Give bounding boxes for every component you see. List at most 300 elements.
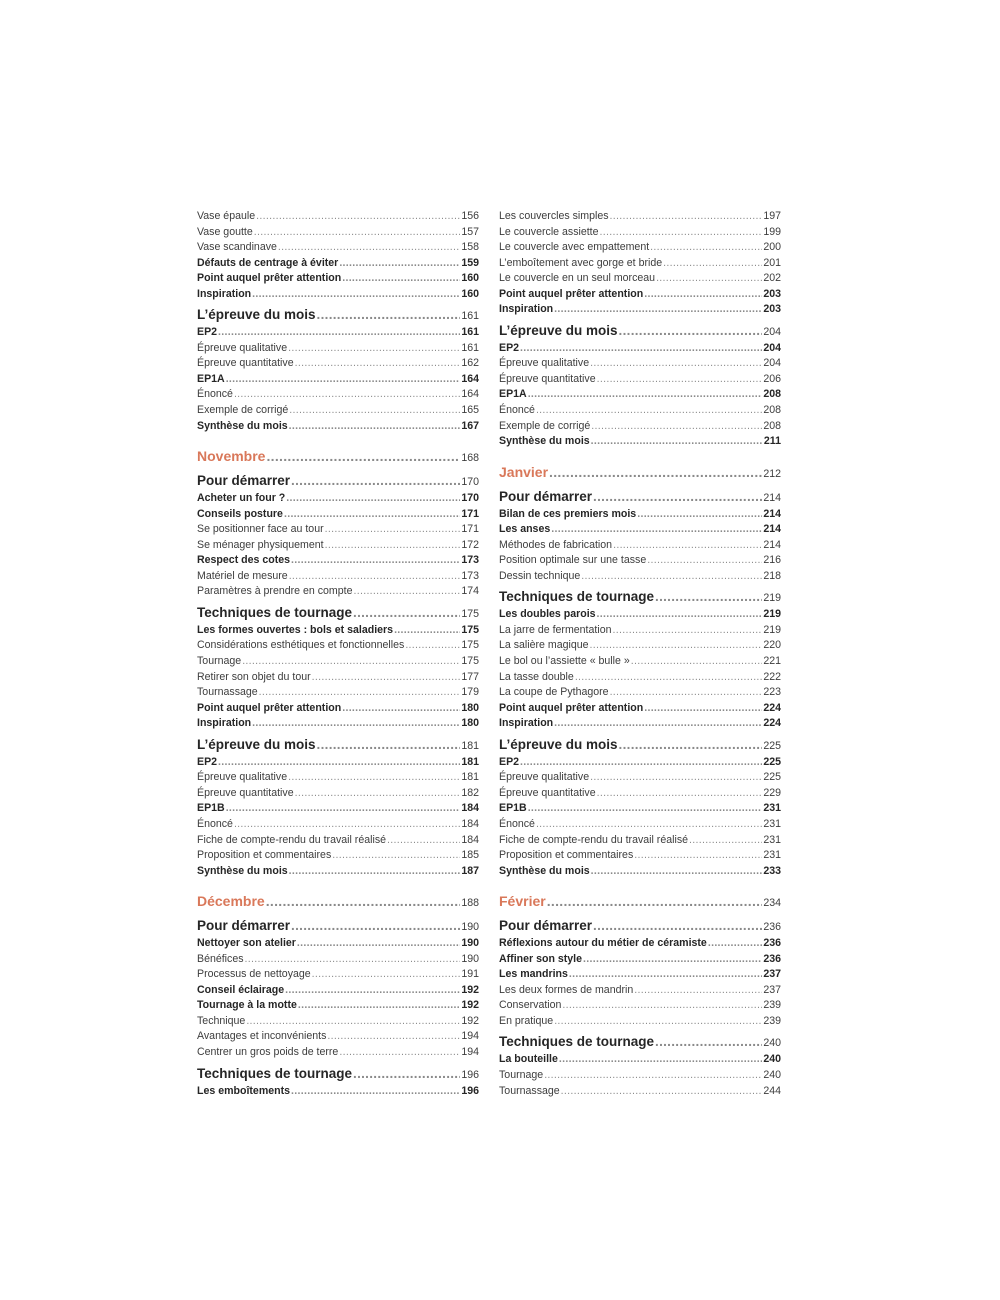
toc-month-entry [499,889,781,913]
toc-entry-label: Réflexions autour du métier de céramiste [499,937,707,950]
toc-entry-label: La coupe de Pythagore [499,686,609,699]
toc-entry-label: Tournage à la motte [197,999,297,1012]
toc-page-number: 206 [763,372,781,385]
toc-entry [197,755,479,771]
toc-entry [499,569,781,585]
toc-page-number: 171 [461,523,479,536]
toc-page-number: 196 [461,1068,479,1081]
toc-dot-leader [278,240,460,256]
toc-page-number: 168 [461,452,479,465]
toc-entry [197,817,479,833]
toc-dot-leader [291,1084,460,1100]
toc-page-number: 164 [461,388,479,401]
toc-dot-leader [353,602,460,623]
toc-entry [499,801,781,817]
toc-entry-label: Pour démarrer [499,918,593,934]
toc-entry-label: Pour démarrer [499,488,593,504]
toc-dot-leader [544,1068,762,1084]
toc-page-number: 239 [763,1014,781,1027]
toc-dot-leader [551,522,762,538]
toc-dot-leader [619,320,763,341]
toc-dot-leader [613,538,762,554]
toc-entry [499,538,781,554]
toc-entry-label: Fiche de compte-rendu du travail réalisé [499,833,689,846]
toc-month-entry [197,889,479,913]
toc-entry-label: Inspiration [197,287,252,300]
toc-dot-leader [610,685,763,701]
toc-page-number: 181 [461,755,479,768]
toc-dot-leader [593,915,762,936]
toc-page-number: 199 [763,225,781,238]
toc-entry [499,240,781,256]
toc-dot-leader [610,209,763,225]
toc-entry-label: La jarre de fermentation [499,623,612,636]
toc-entry [499,1068,781,1084]
toc-entry-label: Proposition et commentaires [499,849,634,862]
toc-dot-leader [549,460,762,484]
toc-dot-leader [634,983,762,999]
toc-entry-label: Les deux formes de mandrin [499,983,634,996]
toc-entry-label: Centrer un gros poids de terre [197,1045,339,1058]
toc-entry-label: Techniques de tournage [499,1034,655,1050]
toc-dot-leader [289,569,461,585]
toc-dot-leader [650,240,762,256]
toc-dot-leader [325,522,461,538]
toc-dot-leader [554,1014,762,1030]
toc-dot-leader [562,998,762,1014]
toc-dot-leader [591,434,763,450]
toc-entry-label: Fiche de compte-rendu du travail réalisé [197,833,387,846]
toc-entry [197,356,479,372]
toc-dot-leader [612,623,762,639]
toc-page-number: 214 [763,538,781,551]
toc-dot-leader [259,685,461,701]
toc-page-number: 203 [763,287,781,300]
toc-page-number: 174 [461,585,479,598]
toc-entry-label: Les doubles parois [499,608,596,621]
toc-entry [499,403,781,419]
toc-page-number: 211 [763,435,781,448]
toc-page-number: 214 [763,491,781,504]
toc-dot-leader [597,372,763,388]
toc-dot-leader [246,1014,460,1030]
toc-page-number: 159 [461,256,479,269]
toc-entry-label: Épreuve qualitative [499,357,590,370]
toc-entry-label: Synthèse du mois [197,419,288,432]
toc-entry-label: Le couvercle en un seul morceau [499,272,656,285]
toc-entry-label: EP2 [197,326,218,339]
toc-page-number: 161 [461,341,479,354]
toc-entry [197,936,479,952]
toc-dot-leader [591,864,763,880]
toc-page-number: 167 [461,419,479,432]
toc-dot-leader [405,638,460,654]
toc-entry [197,522,479,538]
toc-page-number: 203 [763,303,781,316]
toc-entry [197,654,479,670]
toc-entry [197,848,479,864]
toc-page-number: 170 [461,476,479,489]
toc-entry [499,701,781,717]
toc-entry [499,623,781,639]
toc-dot-leader [394,623,460,639]
toc-entry [499,983,781,999]
toc-page-number: 190 [461,937,479,950]
toc-dot-leader [597,786,763,802]
toc-dot-leader [656,271,762,287]
toc-entry [197,225,479,241]
toc-dot-leader [590,356,762,372]
toc-dot-leader [325,538,461,554]
toc-page-number: 170 [461,492,479,505]
toc-page-number: 229 [763,786,781,799]
toc-entry [197,1045,479,1061]
toc-entry-label: Point auquel prêter attention [197,701,342,714]
toc-page-number: 188 [461,897,479,910]
toc-page-number: 237 [763,983,781,996]
toc-entry-label: L’épreuve du mois [197,736,316,752]
toc-dot-leader [600,225,763,241]
toc-entry [499,848,781,864]
toc-page-number: 219 [763,623,781,636]
toc-page-number: 240 [763,1037,781,1050]
toc-dot-leader [339,256,460,272]
toc-entry [197,967,479,983]
toc-page-number: 180 [461,717,479,730]
toc-entry [197,623,479,639]
toc-page-number: 240 [763,1053,781,1066]
toc-page-number: 212 [763,467,781,480]
toc-entry [197,507,479,523]
toc-page-number: 173 [461,554,479,567]
toc-page-number: 191 [461,968,479,981]
toc-dot-leader [619,734,763,755]
toc-page-number: 231 [763,817,781,830]
toc-dot-leader [634,848,762,864]
toc-entry-label: Épreuve qualitative [197,771,288,784]
toc-entry [499,372,781,388]
toc-entry [499,864,781,880]
toc-entry-label: La salière magique [499,639,589,652]
toc-dot-leader [353,584,460,600]
toc-page-number: 236 [763,921,781,934]
toc-page-number: 222 [763,670,781,683]
toc-entry-label: EP1B [197,802,225,815]
toc-entry-label: Février [499,893,546,910]
toc-entry-label: Considérations esthétiques et fonctionnelles [197,639,405,652]
toc-entry-label: Matériel de mesure [197,569,288,582]
toc-entry-label: Processus de nettoyage [197,968,311,981]
toc-entry [499,553,781,569]
toc-entry-label: Bénéfices [197,952,244,965]
toc-page-number: 201 [763,256,781,269]
toc-entry [499,1014,781,1030]
toc-entry [499,271,781,287]
toc-section-entry [499,486,781,507]
toc-entry [197,271,479,287]
toc-dot-leader [289,419,461,435]
toc-section-entry [197,915,479,936]
toc-entry-label: Tournassage [197,686,258,699]
toc-entry [197,1029,479,1045]
toc-entry [499,1084,781,1100]
toc-entry [197,864,479,880]
toc-page-number: 158 [461,241,479,254]
toc-dot-leader [234,387,460,403]
toc-entry-label: Les emboîtements [197,1084,291,1097]
toc-page-number: 184 [461,817,479,830]
toc-page-number: 172 [461,538,479,551]
toc-dot-leader [297,936,460,952]
toc-entry-label: Conservation [499,999,562,1012]
toc-dot-leader [218,325,460,341]
toc-dot-leader [226,801,461,817]
toc-dot-leader [353,1063,460,1084]
toc-page-number: 233 [763,864,781,877]
toc-page-number: 204 [763,325,781,338]
toc-entry-label: EP2 [197,755,218,768]
toc-entry [499,770,781,786]
toc-entry-label: Point auquel prêter attention [197,272,342,285]
toc-section-entry [499,320,781,341]
toc-entry [499,638,781,654]
toc-entry [197,801,479,817]
toc-dot-leader [387,833,460,849]
toc-page-number: 194 [461,1030,479,1043]
toc-dot-leader [708,936,762,952]
toc-page-number: 231 [763,802,781,815]
toc-section-entry [499,915,781,936]
toc-page-number: 196 [461,1084,479,1097]
toc-page-number: 214 [763,507,781,520]
toc-dot-leader [252,716,460,732]
toc-dot-leader [583,952,762,968]
toc-entry [197,670,479,686]
toc-entry [197,685,479,701]
toc-entry [499,287,781,303]
toc-entry [499,833,781,849]
toc-entry [499,341,781,357]
toc-dot-leader [256,209,460,225]
toc-section-entry [499,1031,781,1052]
toc-dot-leader [536,817,762,833]
toc-entry-label: Énoncé [197,817,233,830]
toc-dot-leader [655,586,762,607]
toc-entry [197,833,479,849]
toc-entry-label: Épreuve qualitative [197,341,288,354]
toc-entry-label: Affiner son style [499,952,583,965]
toc-dot-leader [332,848,460,864]
toc-entry [197,287,479,303]
toc-entry-label: Acheter un four ? [197,492,286,505]
toc-entry-label: La tasse double [499,670,574,683]
toc-dot-leader [226,372,461,388]
toc-dot-leader [317,304,461,325]
toc-entry-label: Conseils posture [197,507,283,520]
toc-entry [499,670,781,686]
toc-dot-leader [266,444,460,468]
toc-entry [197,584,479,600]
toc-page-number: 184 [461,833,479,846]
toc-dot-leader [266,889,461,913]
toc-entry-label: Épreuve quantitative [499,786,596,799]
toc-dot-leader [520,755,762,771]
toc-entry-label: Proposition et commentaires [197,849,332,862]
toc-entry-label: EP1A [499,388,527,401]
toc-page-number: 219 [763,608,781,621]
toc-page-number: 240 [763,1068,781,1081]
toc-page-number: 219 [763,592,781,605]
toc-page-number: 214 [763,523,781,536]
toc-dot-leader [288,770,460,786]
toc-entry [499,967,781,983]
toc-dot-leader [342,271,460,287]
toc-entry-label: Décembre [197,893,265,910]
toc-entry [499,209,781,225]
toc-dot-leader [285,983,460,999]
toc-entry [499,817,781,833]
toc-page-number: 220 [763,639,781,652]
toc-dot-leader [312,670,461,686]
toc-entry [197,701,479,717]
toc-page-number: 160 [461,287,479,300]
toc-dot-leader [559,1052,762,1068]
toc-entry-label: Vase épaule [197,210,256,222]
toc-entry-label: L’épreuve du mois [197,307,316,323]
toc-page-number: 208 [763,388,781,401]
toc-dot-leader [520,341,762,357]
toc-entry-label: Tournage [197,655,242,668]
toc-entry-label: Point auquel prêter attention [499,287,644,300]
toc-entry [197,716,479,732]
toc-entry [197,1014,479,1030]
toc-dot-leader [242,654,460,670]
toc-page-number: 223 [763,686,781,699]
toc-entry-label: Défauts de centrage à éviter [197,256,339,269]
toc-dot-leader [547,889,763,913]
toc-entry-label: Technique [197,1014,246,1027]
toc-page-number: 221 [763,655,781,668]
toc-column-left [197,209,479,1099]
toc-page-number: 160 [461,272,479,285]
toc-dot-leader [528,801,763,817]
toc-entry [197,387,479,403]
toc-entry-label: L’emboîtement avec gorge et bride [499,256,663,269]
toc-entry-label: Épreuve quantitative [197,786,294,799]
toc-entry [197,256,479,272]
toc-entry-label: Se ménager physiquement [197,538,324,551]
toc-page-number: 192 [461,999,479,1012]
toc-page-number: 216 [763,554,781,567]
toc-entry [197,553,479,569]
toc-entry-label: Les formes ouvertes : bols et saladiers [197,623,394,636]
toc-entry-label: Techniques de tournage [197,1065,353,1081]
toc-page-number: 192 [461,983,479,996]
toc-entry-label: Position optimale sur une tasse [499,554,647,567]
toc-entry-label: Le couvercle avec empattement [499,241,650,254]
toc-entry [197,372,479,388]
toc-entry [499,607,781,623]
toc-page-number: 231 [763,833,781,846]
toc-entry-label: EP2 [499,341,520,354]
toc-section-entry [197,1063,479,1084]
toc-column-right [499,209,781,1099]
toc-entry-label: Pour démarrer [197,473,291,489]
toc-page-number: 197 [763,210,781,222]
toc-page-number: 236 [763,952,781,965]
toc-page-number: 187 [461,864,479,877]
toc-entry [499,654,781,670]
toc-entry [197,209,479,225]
toc-page-number: 156 [461,210,479,222]
toc-entry [499,356,781,372]
toc-page-number: 194 [461,1045,479,1058]
toc-page-number: 208 [763,419,781,432]
toc-dot-leader [286,491,460,507]
toc-entry [197,419,479,435]
toc-entry [499,755,781,771]
toc-month-entry [197,444,479,468]
toc-entry-label: Se positionner face au tour [197,523,324,536]
toc-page-number: 180 [461,701,479,714]
toc-entry-label: EP1B [499,802,527,815]
toc-entry-label: L’épreuve du mois [499,736,618,752]
toc-page-number: 208 [763,404,781,417]
toc-dot-leader [245,952,461,968]
toc-dot-leader [291,915,460,936]
toc-dot-leader [689,833,762,849]
toc-entry-label: La bouteille [499,1053,558,1066]
toc-entry-label: Épreuve qualitative [499,771,590,784]
toc-entry [499,419,781,435]
toc-entry-label: Janvier [499,463,549,480]
toc-dot-leader [590,770,762,786]
toc-dot-leader [569,967,762,983]
toc-page-number: 164 [461,372,479,385]
toc-page-number: 204 [763,357,781,370]
toc-entry [499,936,781,952]
toc-entry [197,325,479,341]
toc-entry-label: Bilan de ces premiers mois [499,507,637,520]
toc-page-number: 224 [763,717,781,730]
toc-dot-leader [339,1045,460,1061]
toc-page-number: 177 [461,670,479,683]
toc-entry [197,770,479,786]
toc-entry-label: Le couvercle assiette [499,225,599,238]
toc-page-number: 162 [461,357,479,370]
toc-section-entry [197,470,479,491]
toc-page-number: 231 [763,849,781,862]
toc-dot-leader [254,225,461,241]
toc-entry-label: EP2 [499,755,520,768]
toc-dot-leader [597,607,763,623]
toc-dot-leader [284,507,460,523]
toc-dot-leader [317,734,461,755]
toc-entry-label: Inspiration [499,303,554,316]
toc-entry-label: Les anses [499,523,551,536]
toc-entry-label: Novembre [197,448,266,465]
toc-entry-label: Conseil éclairage [197,983,285,996]
toc-dot-leader [637,507,762,523]
toc-entry-label: Avantages et inconvénients [197,1030,327,1043]
toc-page-number: 161 [461,310,479,323]
toc-dot-leader [575,670,763,686]
toc-entry-label: Épreuve quantitative [499,372,596,385]
toc-entry [197,786,479,802]
toc-entry-label: Retirer son objet du tour [197,670,311,683]
toc-page-number: 184 [461,802,479,815]
toc-dot-leader [581,569,762,585]
